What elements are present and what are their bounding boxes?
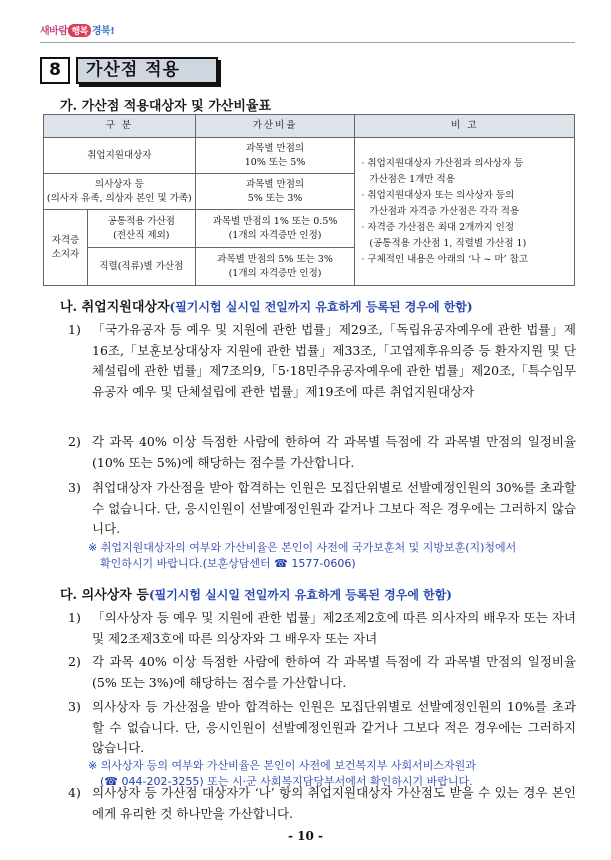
heart-icon: 행복 xyxy=(68,24,90,37)
table-notes xyxy=(355,138,575,286)
subsection-da-title-note: (필기시험 실시일 전일까지 유효하게 등록된 경우에 한함) xyxy=(148,588,452,602)
row-label: 직렬(직류)별 가산점 xyxy=(87,248,195,286)
item-number: 1) xyxy=(68,322,81,337)
logo xyxy=(40,22,114,37)
list-item xyxy=(68,432,576,473)
label-line: 공통적용 가산점 xyxy=(107,215,175,227)
row-rate xyxy=(195,210,355,248)
item-text: 의사상자 등 가산점 대상자가 ‘나’ 항의 취업지원대상자 가산점도 받을 수 있는 경우 본인에게 유리한 것 하나만을 가산합니다. xyxy=(92,785,576,821)
label-line: 의사상자 등 xyxy=(94,178,144,190)
list-item xyxy=(68,608,576,649)
rate-line: (1개의 자격증만 인정) xyxy=(228,267,322,279)
note-line: 가산점은 1개만 적용 xyxy=(369,173,455,185)
page-number: - 10 - xyxy=(287,829,323,843)
subsection-da-title xyxy=(60,584,452,603)
rate-line: (1개의 자격증만 인정) xyxy=(228,229,322,241)
header-divider xyxy=(40,42,575,43)
reference-note xyxy=(88,540,578,572)
item-text: 취업대상자 가산점을 받아 합격하는 인원은 모집단위별로 선발예정인원의 30%를 초과할 수 없습니다. 단, 응시인원이 선발예정인원과 같거나 그보다 적은 경우에는 그러하지 않습니다. xyxy=(92,480,576,536)
note-line: · 취업지원대상자 가산점과 의사상자 등 xyxy=(361,157,524,169)
item-number: 3) xyxy=(68,480,81,495)
note-line: (공통적용 가산점 1, 직렬별 가산점 1) xyxy=(369,237,527,249)
rate-line: 과목별 만점의 5% 또는 3% xyxy=(217,253,333,265)
item-number: 3) xyxy=(68,699,81,714)
table-header-category: 구 분 xyxy=(44,115,196,138)
note-line: · 취업지원대상자 또는 의사상자 등의 xyxy=(361,189,515,201)
rate-line: 과목별 만점의 xyxy=(246,178,305,190)
row-label: 취업지원대상자 xyxy=(44,138,196,174)
list-item xyxy=(68,652,576,693)
logo-text-2: 경북! xyxy=(91,26,115,37)
subsection-na-title xyxy=(60,296,473,315)
table-header-rate: 가산비율 xyxy=(195,115,355,138)
row-rate xyxy=(195,138,355,174)
group-label xyxy=(44,210,88,286)
section-title: 가산점 적용 xyxy=(76,57,218,84)
list-item xyxy=(68,478,576,540)
subsection-na-title-note: (필기시험 실시일 전일까지 유효하게 등록된 경우에 한함) xyxy=(169,300,473,314)
item-text: 「의사상자 등 예우 및 지원에 관한 법률」제2조제2호에 따른 의사자의 배우자 또는 자녀 및 제2조제3호에 따른 의상자와 그 배우자 또는 자녀 xyxy=(92,610,576,646)
note-line: 가산점과 자격증 가산점은 각각 적용 xyxy=(369,205,520,217)
row-rate xyxy=(195,174,355,210)
rate-line: 과목별 만점의 xyxy=(246,142,305,154)
table-row xyxy=(44,138,575,174)
item-number: 2) xyxy=(68,434,81,449)
reference-line: 확인하시기 바랍니다.(보훈상담센터 ☎ 1577-0606) xyxy=(100,557,356,570)
reference-line: ※ 취업지원대상자의 여부와 가산비율은 본인이 사전에 국가보훈처 및 지방보훈(지)청에서 xyxy=(88,541,517,554)
reference-line: (☎ 044-202-3255) 또는 시·군 사회복지담당부서에서 확인하시기 바랍니다. xyxy=(100,775,473,788)
group-label-line: 소지자 xyxy=(51,248,80,260)
table-header-notes: 비 고 xyxy=(355,115,575,138)
item-number: 2) xyxy=(68,654,81,669)
item-number: 1) xyxy=(68,610,81,625)
reference-line: ※ 의사상자 등의 여부와 가산비율은 본인이 사전에 보건복지부 사회서비스자원과 xyxy=(88,759,476,772)
label-line: (전산직 제외) xyxy=(113,229,170,241)
rate-line: 5% 또는 3% xyxy=(247,192,303,204)
item-text: 「국가유공자 등 예우 및 지원에 관한 법률」제29조,「독립유공자예우에 관한 법률」제16조,「보훈보상대상자 지원에 관한 법률」제33조,「고엽제후유의증 등 환자지원 및 단체설립에 관한 법률」제7조의9,「5·18민주유공자예우에 관한 법률」제20조,「특수임무유공자 예우 및 단체설립에 관한 법률」제19조에 따른 취업지원대상자 xyxy=(92,322,576,399)
item-text: 각 과목 40% 이상 득점한 사람에 한하여 각 과목별 득점에 각 과목별 만점의 일정비율(10% 또는 5%)에 해당하는 점수를 가산합니다. xyxy=(92,434,576,470)
row-rate xyxy=(195,248,355,286)
bonus-ratio-table xyxy=(43,114,575,286)
label-line: (의사자 유족, 의상자 본인 및 가족) xyxy=(46,192,192,204)
table-header-row xyxy=(44,115,575,138)
list-item xyxy=(68,783,576,824)
section-number: 8 xyxy=(40,57,70,84)
row-label xyxy=(87,210,195,248)
item-number: 4) xyxy=(68,785,81,800)
note-line: · 구체적인 내용은 아래의 ‘나 ~ 마’ 참고 xyxy=(361,253,529,265)
list-item xyxy=(68,697,576,759)
row-label xyxy=(44,174,196,210)
logo-text-1: 새바람 xyxy=(40,26,68,37)
subsection-da-title-main: 다. 의사상자 등 xyxy=(60,588,149,603)
subsection-na-title-main: 나. 취업지원대상자 xyxy=(60,300,170,315)
group-label-line: 자격증 xyxy=(51,234,80,246)
list-item xyxy=(68,320,576,402)
note-line: · 자격증 가산점은 최대 2개까지 인정 xyxy=(361,221,515,233)
rate-line: 과목별 만점의 1% 또는 0.5% xyxy=(212,215,338,227)
item-text: 의사상자 등 가산점을 받아 합격하는 인원은 모집단위별로 선발예정인원의 10%를 초과할 수 없습니다. 단, 응시인원이 선발예정인원과 같거나 그보다 적은 경우에는 그러하지 않습니다. xyxy=(92,699,576,755)
subsection-ga-title: 가. 가산점 적용대상자 및 가산비율표 xyxy=(60,99,271,114)
rate-line: 10% 또는 5% xyxy=(244,156,306,168)
item-text: 각 과목 40% 이상 득점한 사람에 한하여 각 과목별 득점에 각 과목별 만점의 일정비율(5% 또는 3%)에 해당하는 점수를 가산합니다. xyxy=(92,654,576,690)
